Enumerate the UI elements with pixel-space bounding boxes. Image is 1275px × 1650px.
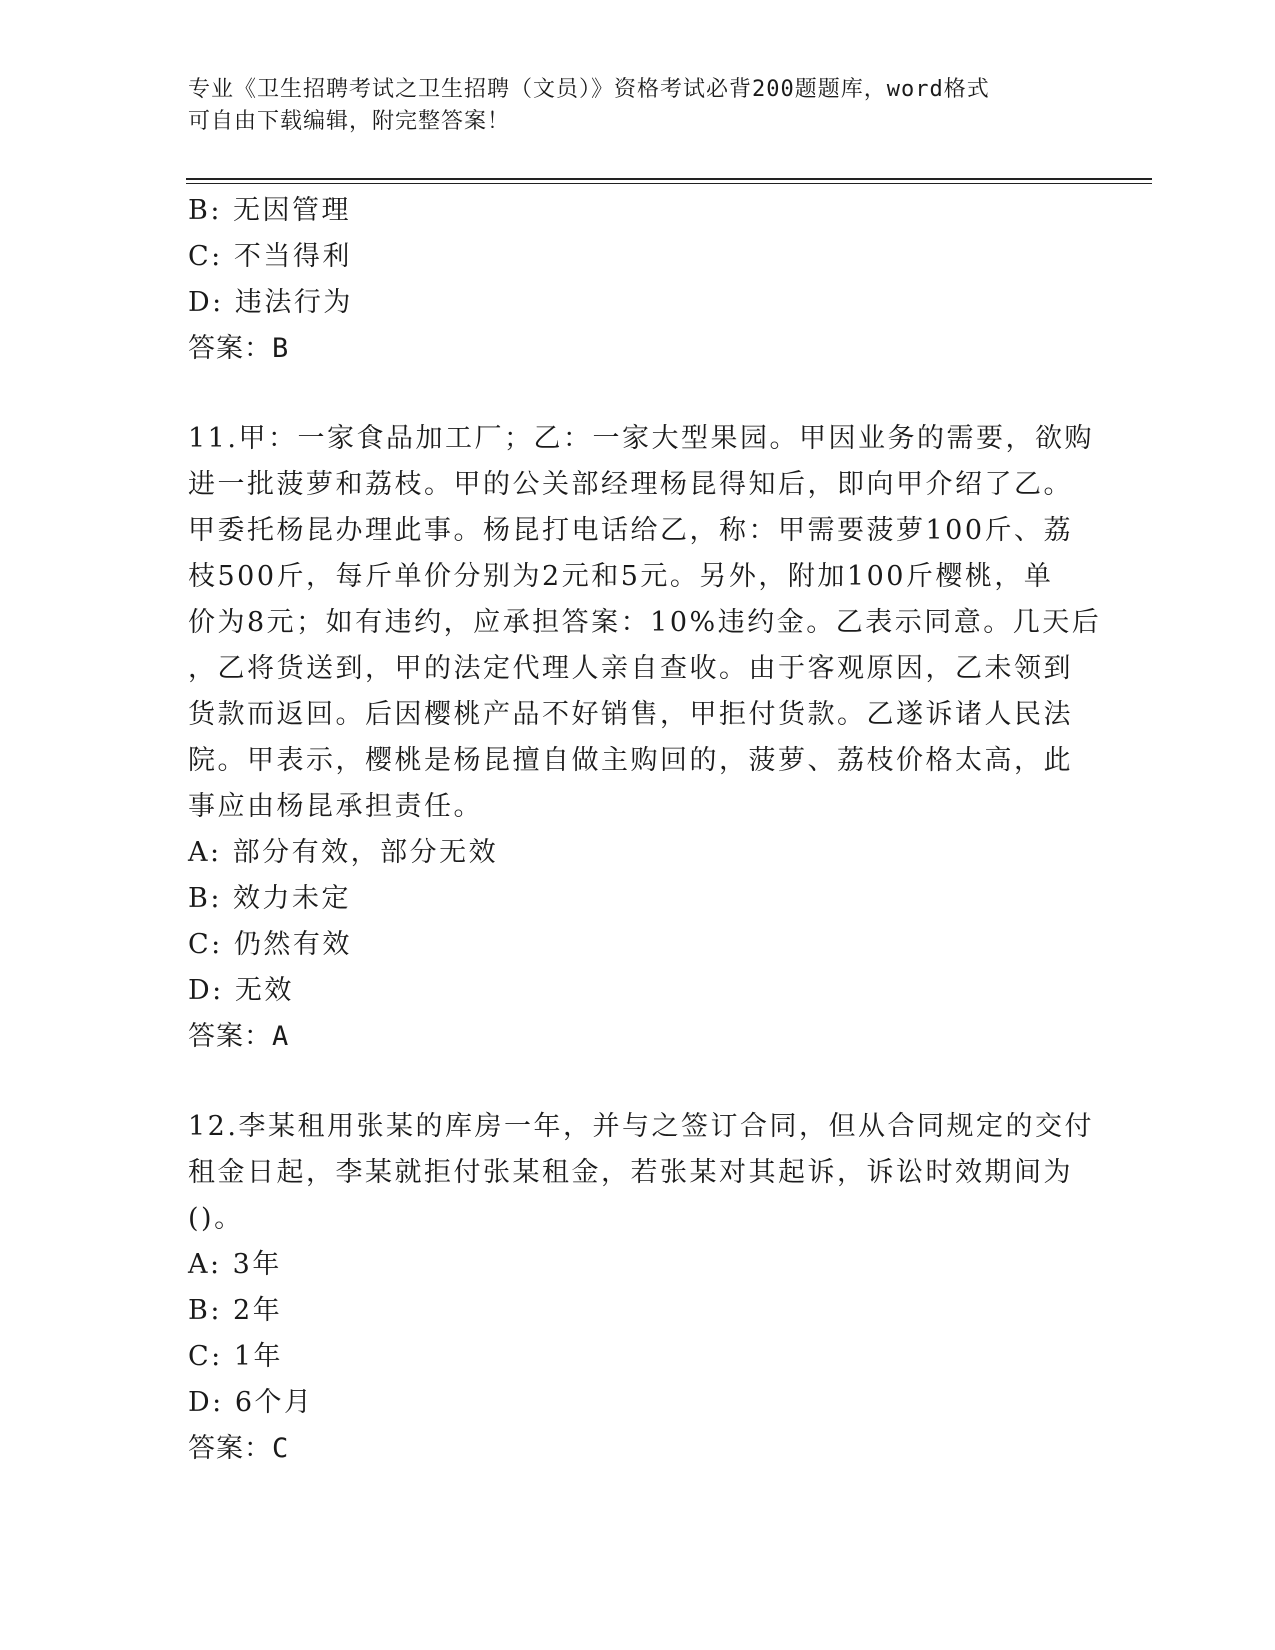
header-line-1: 专业《卫生招聘考试之卫生招聘（文员）》资格考试必背200题题库，word格式 [188, 77, 990, 102]
answer-line: 答案：B [188, 333, 290, 364]
question-11-block [188, 416, 1102, 1060]
option-c: C: 仍然有效 [188, 929, 352, 960]
question-text-line: 进一批菠萝和荔枝。甲的公关部经理杨昆得知后，即向甲介绍了乙。 [188, 469, 1073, 500]
question-text-line: 价为8元；如有违约，应承担答案：10%违约金。乙表示同意。几天后 [188, 607, 1102, 638]
question-text-line: ，乙将货送到，甲的法定代理人亲自查收。由于客观原因，乙未领到 [188, 653, 1073, 684]
answer-line: 答案：A [188, 1021, 290, 1052]
question-text-line: 甲委托杨昆办理此事。杨昆打电话给乙，称：甲需要菠萝100斤、荔 [188, 515, 1074, 546]
question-text-line: 12.李某租用张某的库房一年，并与之签订合同，但从合同规定的交付 [188, 1111, 1094, 1142]
option-c: C: 1年 [188, 1341, 284, 1372]
question-text-line: 院。甲表示，樱桃是杨昆擅自做主购回的，菠萝、荔枝价格太高，此 [188, 745, 1073, 776]
option-a: A: 部分有效，部分无效 [188, 837, 499, 868]
question-text-line: 11.甲：一家食品加工厂；乙：一家大型果园。甲因业务的需要，欲购 [188, 423, 1094, 454]
option-d: D: 6个月 [188, 1387, 314, 1418]
question-text-line: 枝500斤，每斤单价分别为2元和5元。另外，附加100斤樱桃，单 [188, 561, 1054, 592]
header-divider-thin [186, 183, 1152, 184]
spacer [188, 372, 1088, 416]
header-divider-thick [186, 178, 1152, 180]
previous-question-block [188, 188, 1088, 372]
question-12-block [188, 1104, 1094, 1472]
question-text-line: 租金日起，李某就拒付张某租金，若张某对其起诉，诉讼时效期间为 [188, 1157, 1073, 1188]
option-b: B: 无因管理 [188, 195, 352, 226]
header-line-2: 可自由下载编辑，附完整答案！ [188, 109, 511, 134]
option-a: A: 3年 [188, 1249, 282, 1280]
option-d: D: 无效 [188, 975, 294, 1006]
answer-line: 答案：C [188, 1433, 290, 1464]
document-header [188, 74, 1088, 138]
option-b: B: 2年 [188, 1295, 283, 1326]
option-b: B: 效力未定 [188, 883, 352, 914]
option-c: C: 不当得利 [188, 241, 352, 272]
spacer [188, 1060, 1088, 1104]
option-d: D: 违法行为 [188, 287, 353, 318]
document-body [188, 188, 1102, 1472]
question-text-line: ()。 [188, 1203, 244, 1234]
question-text-line: 货款而返回。后因樱桃产品不好销售，甲拒付货款。乙遂诉诸人民法 [188, 699, 1073, 730]
question-text-line: 事应由杨昆承担责任。 [188, 791, 483, 822]
